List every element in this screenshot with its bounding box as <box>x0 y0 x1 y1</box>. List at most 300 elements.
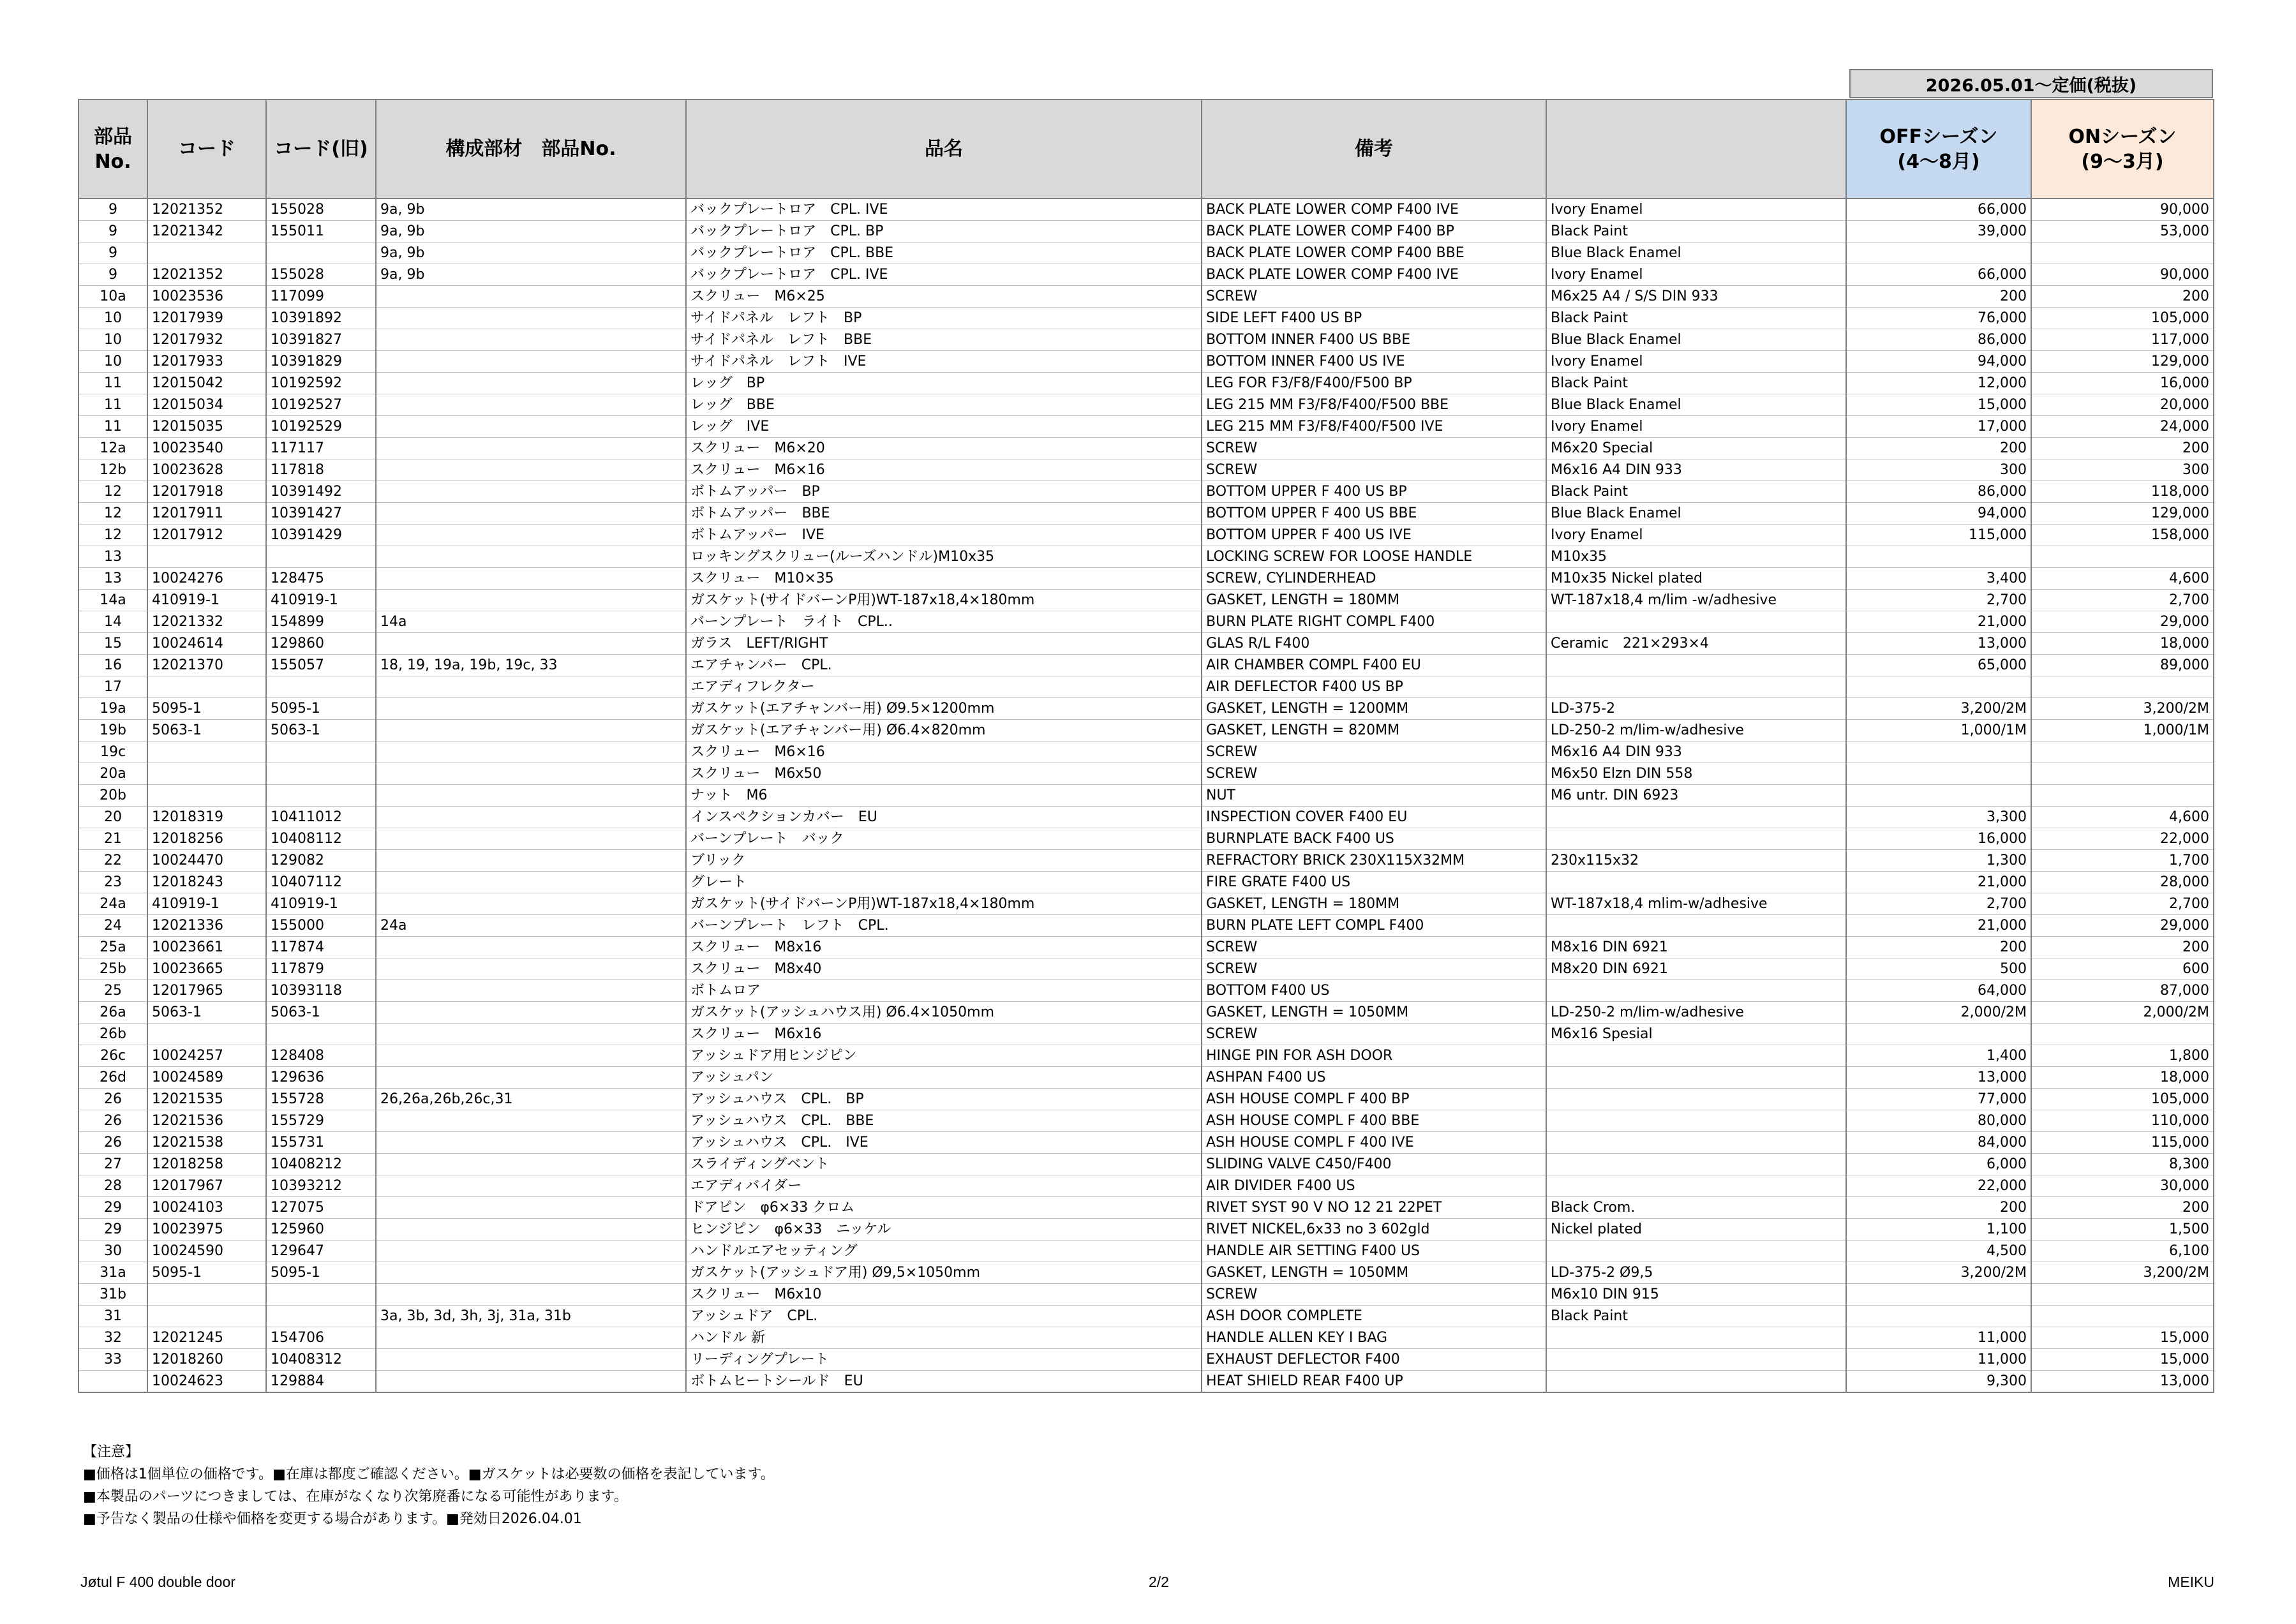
name-cell: バックプレートロア CPL. IVE <box>686 264 1202 286</box>
old-code-cell <box>266 1284 376 1306</box>
off-season-price-cell: 115,000 <box>1846 525 2031 546</box>
name-cell: スライディングベント <box>686 1154 1202 1175</box>
detail-cell: Ivory Enamel <box>1546 416 1846 438</box>
remarks-cell: NUT <box>1202 785 1546 807</box>
old-code-cell: 5095-1 <box>266 1262 376 1284</box>
name-cell: バーンプレート レフト CPL. <box>686 915 1202 937</box>
code-cell: 10023665 <box>147 958 266 980</box>
name-cell: アッシュハウス CPL. IVE <box>686 1132 1202 1154</box>
detail-cell <box>1546 676 1846 698</box>
footer-page-number: 2/2 <box>1149 1574 1169 1590</box>
old-code-cell: 154899 <box>266 611 376 633</box>
off-season-price-cell: 300 <box>1846 459 2031 481</box>
sub-part-cell <box>376 1219 686 1240</box>
on-season-price-cell: 600 <box>2031 958 2214 980</box>
code-cell: 12018319 <box>147 807 266 828</box>
detail-cell <box>1546 655 1846 676</box>
detail-cell: M6x16 A4 DIN 933 <box>1546 459 1846 481</box>
remarks-cell: LEG 215 MM F3/F8/F400/F500 IVE <box>1202 416 1546 438</box>
off-season-price-cell: 65,000 <box>1846 655 2031 676</box>
part-no-cell: 16 <box>78 655 147 676</box>
part-no-cell: 9 <box>78 264 147 286</box>
part-no-cell: 12b <box>78 459 147 481</box>
on-season-price-cell: 2,700 <box>2031 893 2214 915</box>
code-cell: 10023975 <box>147 1219 266 1240</box>
code-cell: 10024276 <box>147 568 266 590</box>
name-cell: エアディフレクター <box>686 676 1202 698</box>
code-cell: 12021352 <box>147 264 266 286</box>
col-header-remarks: 備考 <box>1202 100 1546 198</box>
part-no-cell: 17 <box>78 676 147 698</box>
part-no-cell: 26c <box>78 1045 147 1067</box>
sub-part-cell <box>376 481 686 503</box>
detail-cell: Nickel plated <box>1546 1219 1846 1240</box>
sub-part-cell <box>376 1262 686 1284</box>
on-season-price-cell: 2,700 <box>2031 590 2214 611</box>
on-season-price-cell: 200 <box>2031 438 2214 459</box>
remarks-cell: SLIDING VALVE C450/F400 <box>1202 1154 1546 1175</box>
on-season-price-cell: 28,000 <box>2031 872 2214 893</box>
table-row <box>78 958 2214 980</box>
note-line: ■予告なく製品の仕様や価格を変更する場合があります。■発効日2026.04.01 <box>83 1511 582 1527</box>
old-code-cell: 10408312 <box>266 1349 376 1371</box>
part-no-cell: 26 <box>78 1132 147 1154</box>
remarks-cell: BURN PLATE RIGHT COMPL F400 <box>1202 611 1546 633</box>
table-row <box>78 850 2214 872</box>
on-season-price-cell: 6,100 <box>2031 1240 2214 1262</box>
remarks-cell: LEG 215 MM F3/F8/F400/F500 BBE <box>1202 394 1546 416</box>
remarks-cell: ASHPAN F400 US <box>1202 1067 1546 1089</box>
remarks-cell: BACK PLATE LOWER COMP F400 IVE <box>1202 264 1546 286</box>
table-row <box>78 1175 2214 1197</box>
off-season-price-cell: 2,700 <box>1846 893 2031 915</box>
old-code-cell: 155000 <box>266 915 376 937</box>
table-row <box>78 1045 2214 1067</box>
part-no-cell: 10a <box>78 286 147 308</box>
name-cell: ロッキングスクリュー(ルーズハンドル)M10x35 <box>686 546 1202 568</box>
on-season-price-cell <box>2031 546 2214 568</box>
sub-part-cell: 9a, 9b <box>376 264 686 286</box>
table-row <box>78 416 2214 438</box>
code-cell: 12017933 <box>147 351 266 373</box>
sub-part-cell <box>376 763 686 785</box>
old-code-cell: 117874 <box>266 937 376 958</box>
on-season-price-cell: 200 <box>2031 1197 2214 1219</box>
sub-part-cell <box>376 850 686 872</box>
sub-part-cell <box>376 373 686 394</box>
name-cell: スクリュー M8x16 <box>686 937 1202 958</box>
part-no-cell: 15 <box>78 633 147 655</box>
code-cell: 12021342 <box>147 221 266 242</box>
name-cell: アッシュドア用ヒンジピン <box>686 1045 1202 1067</box>
old-code-cell: 10391429 <box>266 525 376 546</box>
table-row <box>78 329 2214 351</box>
part-no-cell: 12 <box>78 481 147 503</box>
sub-part-cell: 9a, 9b <box>376 198 686 221</box>
detail-cell: M6x50 Elzn DIN 558 <box>1546 763 1846 785</box>
on-season-price-cell: 3,200/2M <box>2031 1262 2214 1284</box>
old-code-cell: 117818 <box>266 459 376 481</box>
on-season-price-cell <box>2031 676 2214 698</box>
detail-cell: Ceramic 221×293×4 <box>1546 633 1846 655</box>
table-row <box>78 1371 2214 1393</box>
name-cell: サイドパネル レフト IVE <box>686 351 1202 373</box>
on-season-price-cell <box>2031 785 2214 807</box>
off-season-price-cell <box>1846 242 2031 264</box>
sub-part-cell <box>376 937 686 958</box>
old-code-cell <box>266 1306 376 1327</box>
table-header-row <box>78 100 2214 198</box>
part-no-cell: 25a <box>78 937 147 958</box>
off-season-price-cell: 64,000 <box>1846 980 2031 1002</box>
detail-cell <box>1546 1240 1846 1262</box>
off-season-price-cell: 15,000 <box>1846 394 2031 416</box>
table-row <box>78 308 2214 329</box>
on-season-price-cell <box>2031 1306 2214 1327</box>
old-code-cell: 155728 <box>266 1089 376 1110</box>
remarks-cell: GASKET, LENGTH = 820MM <box>1202 720 1546 741</box>
sub-part-cell <box>376 698 686 720</box>
detail-cell: Black Crom. <box>1546 1197 1846 1219</box>
code-cell: 12021336 <box>147 915 266 937</box>
part-no-cell: 14a <box>78 590 147 611</box>
old-code-cell <box>266 676 376 698</box>
old-code-cell <box>266 1024 376 1045</box>
detail-cell: LD-250-2 m/lim-w/adhesive <box>1546 720 1846 741</box>
price-period-header: 2026.05.01～定価(税抜) <box>1849 69 2213 98</box>
code-cell: 10024623 <box>147 1371 266 1393</box>
footer-model-name: Jøtul F 400 double door <box>80 1574 235 1590</box>
detail-cell <box>1546 980 1846 1002</box>
off-season-price-cell: 76,000 <box>1846 308 2031 329</box>
sub-part-cell <box>376 394 686 416</box>
remarks-cell: HINGE PIN FOR ASH DOOR <box>1202 1045 1546 1067</box>
code-cell <box>147 546 266 568</box>
name-cell: サイドパネル レフト BBE <box>686 329 1202 351</box>
sub-part-cell <box>376 807 686 828</box>
code-cell: 12021538 <box>147 1132 266 1154</box>
detail-cell: Blue Black Enamel <box>1546 329 1846 351</box>
sub-part-cell: 26,26a,26b,26c,31 <box>376 1089 686 1110</box>
part-no-cell: 20b <box>78 785 147 807</box>
off-season-price-cell: 200 <box>1846 438 2031 459</box>
on-season-price-cell: 30,000 <box>2031 1175 2214 1197</box>
table-row <box>78 807 2214 828</box>
name-cell: バックプレートロア CPL. IVE <box>686 198 1202 221</box>
old-code-cell: 10192529 <box>266 416 376 438</box>
sub-part-cell <box>376 308 686 329</box>
table-row <box>78 351 2214 373</box>
on-season-price-cell: 105,000 <box>2031 1089 2214 1110</box>
table-row <box>78 785 2214 807</box>
off-season-price-cell: 66,000 <box>1846 198 2031 221</box>
code-cell: 12015034 <box>147 394 266 416</box>
on-season-price-cell: 15,000 <box>2031 1327 2214 1349</box>
remarks-cell: SCREW <box>1202 958 1546 980</box>
name-cell: ヒンジピン φ6×33 ニッケル <box>686 1219 1202 1240</box>
remarks-cell: BOTTOM INNER F400 US IVE <box>1202 351 1546 373</box>
off-season-price-cell: 21,000 <box>1846 611 2031 633</box>
remarks-cell: GASKET, LENGTH = 1050MM <box>1202 1002 1546 1024</box>
part-no-cell: 11 <box>78 416 147 438</box>
old-code-cell <box>266 785 376 807</box>
name-cell: ボトムロア <box>686 980 1202 1002</box>
off-season-price-cell: 13,000 <box>1846 1067 2031 1089</box>
off-season-price-cell <box>1846 1306 2031 1327</box>
on-season-price-cell: 90,000 <box>2031 198 2214 221</box>
sub-part-cell <box>376 1349 686 1371</box>
notes-section <box>83 1441 775 1530</box>
part-no-cell: 10 <box>78 329 147 351</box>
detail-cell <box>1546 1067 1846 1089</box>
old-code-cell: 127075 <box>266 1197 376 1219</box>
name-cell: スクリュー M8x40 <box>686 958 1202 980</box>
sub-part-cell <box>376 1067 686 1089</box>
detail-cell: WT-187x18,4 m/lim -w/adhesive <box>1546 590 1846 611</box>
code-cell: 12021352 <box>147 198 266 221</box>
remarks-cell: GASKET, LENGTH = 180MM <box>1202 893 1546 915</box>
on-season-price-cell: 1,700 <box>2031 850 2214 872</box>
detail-cell: Blue Black Enamel <box>1546 394 1846 416</box>
code-cell <box>147 1306 266 1327</box>
detail-cell: M10x35 Nickel plated <box>1546 568 1846 590</box>
sub-part-cell <box>376 893 686 915</box>
off-season-price-cell: 1,100 <box>1846 1219 2031 1240</box>
sub-part-cell <box>376 741 686 763</box>
sub-part-cell <box>376 459 686 481</box>
off-season-price-cell: 11,000 <box>1846 1327 2031 1349</box>
on-season-price-cell: 1,500 <box>2031 1219 2214 1240</box>
old-code-cell: 5063-1 <box>266 720 376 741</box>
sub-part-cell <box>376 590 686 611</box>
detail-cell <box>1546 1154 1846 1175</box>
detail-cell: Black Paint <box>1546 373 1846 394</box>
old-code-cell: 155731 <box>266 1132 376 1154</box>
code-cell: 12017918 <box>147 481 266 503</box>
name-cell: バックプレートロア CPL. BBE <box>686 242 1202 264</box>
on-season-price-cell: 13,000 <box>2031 1371 2214 1393</box>
part-no-cell: 20a <box>78 763 147 785</box>
detail-cell: 230x115x32 <box>1546 850 1846 872</box>
off-season-price-cell: 9,300 <box>1846 1371 2031 1393</box>
on-season-price-cell: 2,000/2M <box>2031 1002 2214 1024</box>
remarks-cell: HANDLE AIR SETTING F400 US <box>1202 1240 1546 1262</box>
part-no-cell: 19a <box>78 698 147 720</box>
off-season-price-cell: 16,000 <box>1846 828 2031 850</box>
remarks-cell: SCREW <box>1202 286 1546 308</box>
table-row <box>78 655 2214 676</box>
name-cell: ハンドルエアセッティング <box>686 1240 1202 1262</box>
remarks-cell: SIDE LEFT F400 US BP <box>1202 308 1546 329</box>
off-season-price-cell: 39,000 <box>1846 221 2031 242</box>
code-cell: 12017939 <box>147 308 266 329</box>
sub-part-cell <box>376 1327 686 1349</box>
name-cell: エアチャンバー CPL. <box>686 655 1202 676</box>
old-code-cell: 10391829 <box>266 351 376 373</box>
part-no-cell: 26 <box>78 1110 147 1132</box>
off-season-price-cell: 86,000 <box>1846 481 2031 503</box>
name-cell: バーンプレート バック <box>686 828 1202 850</box>
remarks-cell: GASKET, LENGTH = 180MM <box>1202 590 1546 611</box>
off-season-price-cell: 84,000 <box>1846 1132 2031 1154</box>
name-cell: バーンプレート ライト CPL.. <box>686 611 1202 633</box>
notes-title: 【注意】 <box>83 1444 140 1460</box>
name-cell: ボトムヒートシールド EU <box>686 1371 1202 1393</box>
name-cell: レッグ BBE <box>686 394 1202 416</box>
remarks-cell: SCREW <box>1202 438 1546 459</box>
off-season-price-cell: 66,000 <box>1846 264 2031 286</box>
name-cell: ナット M6 <box>686 785 1202 807</box>
off-season-price-cell: 200 <box>1846 937 2031 958</box>
table-row <box>78 568 2214 590</box>
col-header-part-no: 部品 No. <box>78 100 147 198</box>
code-cell <box>147 242 266 264</box>
name-cell: ボトムアッパー BBE <box>686 503 1202 525</box>
table-row <box>78 1327 2214 1349</box>
col-header-off-season: OFFシーズン (4～8月) <box>1846 100 2031 198</box>
remarks-cell: BURNPLATE BACK F400 US <box>1202 828 1546 850</box>
code-cell: 12015042 <box>147 373 266 394</box>
code-cell <box>147 785 266 807</box>
on-season-price-cell: 158,000 <box>2031 525 2214 546</box>
part-no-cell: 9 <box>78 198 147 221</box>
old-code-cell: 128408 <box>266 1045 376 1067</box>
code-cell: 410919-1 <box>147 590 266 611</box>
sub-part-cell <box>376 633 686 655</box>
off-season-price-cell: 94,000 <box>1846 503 2031 525</box>
remarks-cell: ASH HOUSE COMPL F 400 IVE <box>1202 1132 1546 1154</box>
old-code-cell: 129860 <box>266 633 376 655</box>
name-cell: ドアピン φ6×33 クロム <box>686 1197 1202 1219</box>
table-row <box>78 438 2214 459</box>
old-code-cell: 10192592 <box>266 373 376 394</box>
remarks-cell: ASH HOUSE COMPL F 400 BBE <box>1202 1110 1546 1132</box>
detail-cell <box>1546 1045 1846 1067</box>
sub-part-cell <box>376 828 686 850</box>
remarks-cell: SCREW <box>1202 1284 1546 1306</box>
sub-part-cell: 9a, 9b <box>376 221 686 242</box>
detail-cell <box>1546 1132 1846 1154</box>
off-season-price-cell: 17,000 <box>1846 416 2031 438</box>
detail-cell: M8x20 DIN 6921 <box>1546 958 1846 980</box>
old-code-cell: 10393118 <box>266 980 376 1002</box>
sub-part-cell <box>376 785 686 807</box>
table-row <box>78 1089 2214 1110</box>
code-cell: 10024470 <box>147 850 266 872</box>
on-season-price-cell: 16,000 <box>2031 373 2214 394</box>
name-cell: サイドパネル レフト BP <box>686 308 1202 329</box>
sub-part-cell <box>376 958 686 980</box>
col-header-detail <box>1546 100 1846 198</box>
old-code-cell: 129884 <box>266 1371 376 1393</box>
old-code-cell: 117099 <box>266 286 376 308</box>
detail-cell <box>1546 1089 1846 1110</box>
sub-part-cell <box>376 1110 686 1132</box>
detail-cell: Ivory Enamel <box>1546 198 1846 221</box>
name-cell: ボトムアッパー IVE <box>686 525 1202 546</box>
sub-part-cell: 3a, 3b, 3d, 3h, 3j, 31a, 31b <box>376 1306 686 1327</box>
code-cell: 5095-1 <box>147 698 266 720</box>
name-cell: エアディバイダー <box>686 1175 1202 1197</box>
on-season-price-cell <box>2031 763 2214 785</box>
remarks-cell: BOTTOM UPPER F 400 US IVE <box>1202 525 1546 546</box>
table-row <box>78 980 2214 1002</box>
sub-part-cell <box>376 286 686 308</box>
on-season-price-cell: 200 <box>2031 937 2214 958</box>
on-season-price-cell: 105,000 <box>2031 308 2214 329</box>
remarks-cell: EXHAUST DEFLECTOR F400 <box>1202 1349 1546 1371</box>
footer-company: MEIKU <box>2168 1574 2214 1590</box>
table-row <box>78 763 2214 785</box>
table-row <box>78 915 2214 937</box>
part-no-cell: 9 <box>78 242 147 264</box>
part-no-cell: 20 <box>78 807 147 828</box>
part-no-cell: 10 <box>78 308 147 329</box>
parts-price-table <box>78 99 2214 1393</box>
remarks-cell: BOTTOM F400 US <box>1202 980 1546 1002</box>
table-row <box>78 459 2214 481</box>
detail-cell: Ivory Enamel <box>1546 351 1846 373</box>
part-no-cell: 26d <box>78 1067 147 1089</box>
off-season-price-cell: 2,700 <box>1846 590 2031 611</box>
name-cell: スクリュー M6x16 <box>686 1024 1202 1045</box>
remarks-cell: SCREW <box>1202 763 1546 785</box>
off-season-price-cell: 4,500 <box>1846 1240 2031 1262</box>
table-row <box>78 720 2214 741</box>
part-no-cell: 26 <box>78 1089 147 1110</box>
part-no-cell: 13 <box>78 546 147 568</box>
off-season-price-cell <box>1846 1024 2031 1045</box>
code-cell: 5063-1 <box>147 720 266 741</box>
remarks-cell: ASH HOUSE COMPL F 400 BP <box>1202 1089 1546 1110</box>
part-no-cell: 26a <box>78 1002 147 1024</box>
old-code-cell: 125960 <box>266 1219 376 1240</box>
code-cell: 10023540 <box>147 438 266 459</box>
old-code-cell: 155028 <box>266 198 376 221</box>
off-season-price-cell <box>1846 546 2031 568</box>
sub-part-cell <box>376 1024 686 1045</box>
detail-cell: Black Paint <box>1546 481 1846 503</box>
table-row <box>78 590 2214 611</box>
name-cell: スクリュー M6x10 <box>686 1284 1202 1306</box>
note-line: ■本製品のパーツにつきましては、在庫がなくなり次第廃番になる可能性があります。 <box>83 1489 628 1505</box>
sub-part-cell <box>376 416 686 438</box>
code-cell: 12015035 <box>147 416 266 438</box>
part-no-cell: 33 <box>78 1349 147 1371</box>
table-row <box>78 1132 2214 1154</box>
table-row <box>78 503 2214 525</box>
table-row <box>78 1110 2214 1132</box>
detail-cell: M6x16 Spesial <box>1546 1024 1846 1045</box>
old-code-cell: 10411012 <box>266 807 376 828</box>
code-cell <box>147 763 266 785</box>
remarks-cell: AIR DIVIDER F400 US <box>1202 1175 1546 1197</box>
part-no-cell: 29 <box>78 1197 147 1219</box>
part-no-cell: 24 <box>78 915 147 937</box>
name-cell: ガスケット(アッシュドア用) Ø9,5×1050mm <box>686 1262 1202 1284</box>
part-no-cell: 31a <box>78 1262 147 1284</box>
old-code-cell: 129647 <box>266 1240 376 1262</box>
detail-cell: WT-187x18,4 mlim-w/adhesive <box>1546 893 1846 915</box>
part-no-cell: 23 <box>78 872 147 893</box>
part-no-cell: 32 <box>78 1327 147 1349</box>
table-row <box>78 1262 2214 1284</box>
remarks-cell: RIVET SYST 90 V NO 12 21 22PET <box>1202 1197 1546 1219</box>
detail-cell <box>1546 611 1846 633</box>
table-row <box>78 198 2214 221</box>
sub-part-cell: 24a <box>376 915 686 937</box>
on-season-price-cell: 8,300 <box>2031 1154 2214 1175</box>
